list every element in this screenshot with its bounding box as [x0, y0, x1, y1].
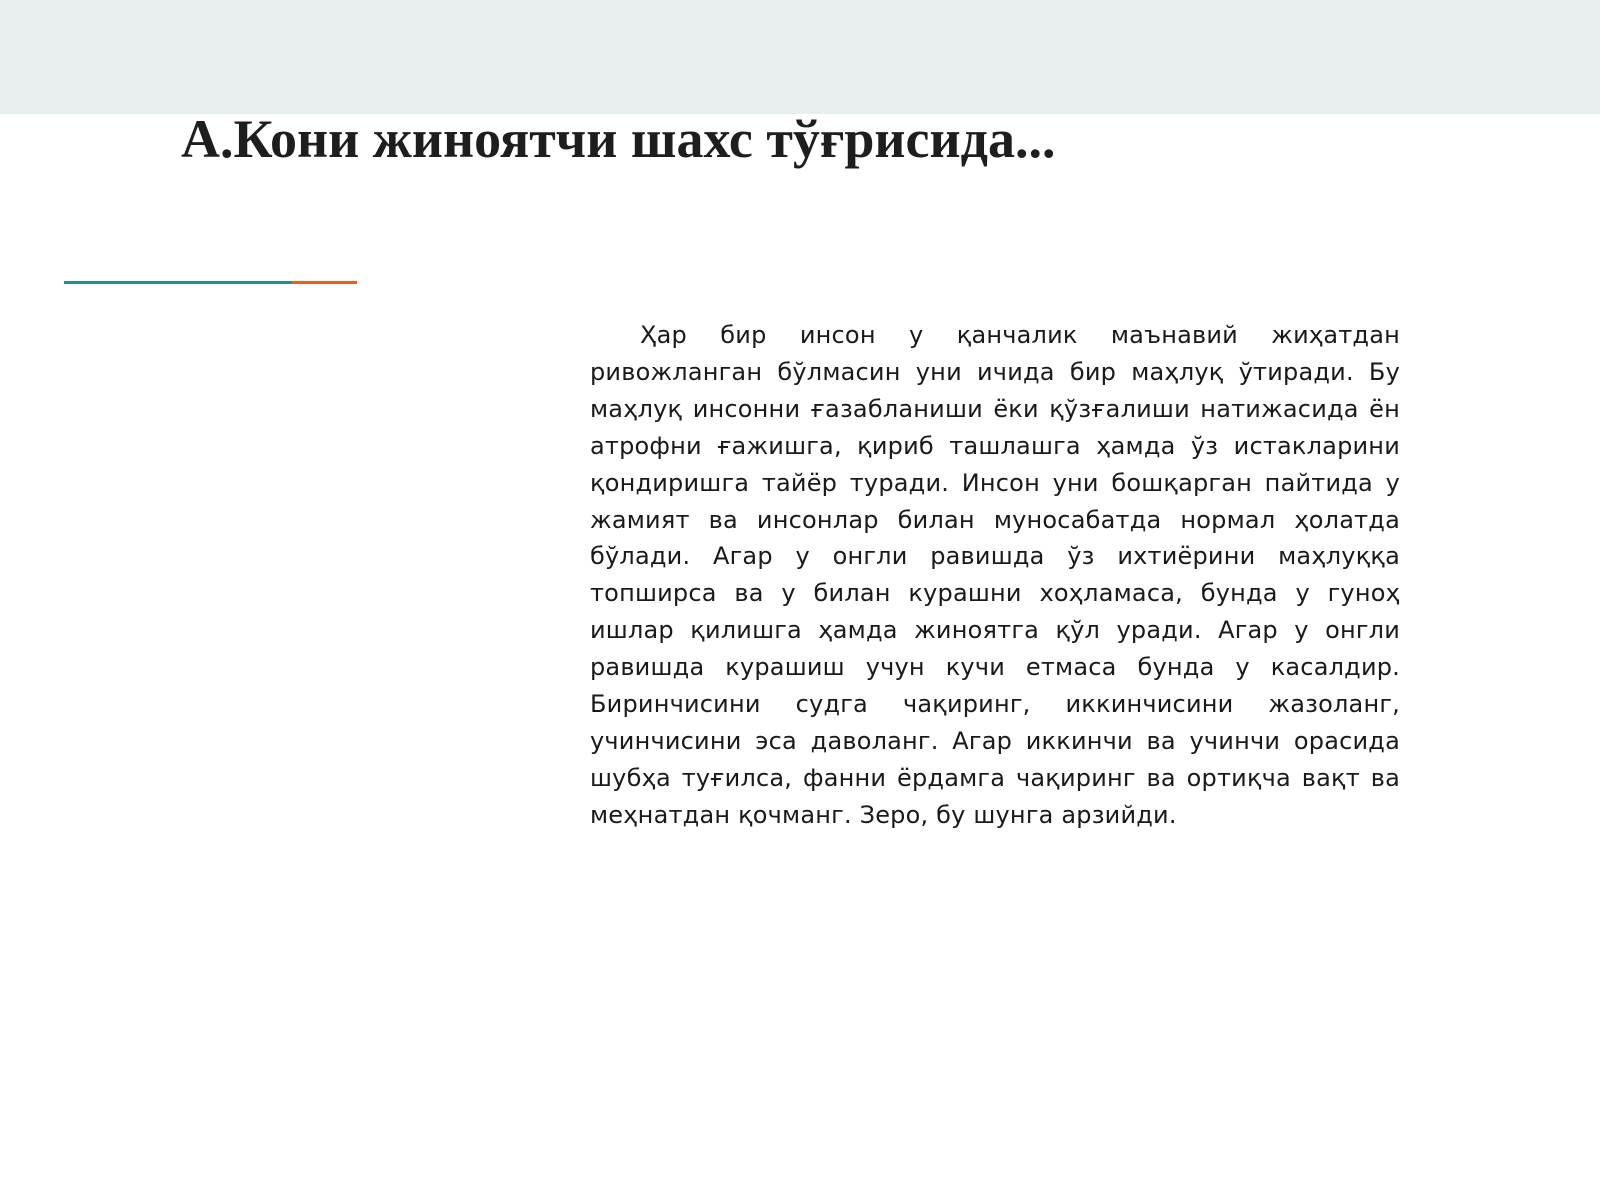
accent-divider	[64, 281, 357, 284]
header-band	[0, 0, 1600, 114]
accent-divider-teal	[64, 281, 292, 284]
slide-title: А.Кони жиноятчи шахс тўғрисида...	[181, 109, 1056, 169]
body-paragraph: Ҳар бир инсон у қанчалик маънавий жиҳатдан ривожланган бўлмасин уни ичида бир маҳлуқ ўтиради. Бу маҳлуқ инсонни ғазабланиши ёки қўзғалиши натижасида ён атрофни ғажишга, қириб ташлашга ҳамда ўз истакларини қондиришга тайёр туради. Инсон уни бошқарган пайтида у жамият ва инсонлар билан муносабатда нормал ҳолатда бўлади. Агар у онгли равишда ўз ихтиёрини маҳлуққа топширса ва у билан курашни хоҳламаса, бунда у гуноҳ ишлар қилишга ҳамда жиноятга қўл уради. Агар у онгли равишда курашиш учун кучи етмаса бунда у касалдир. Биринчисини судга чақиринг, иккинчисини жазоланг, учинчисини эса даволанг. Агар иккинчи ва учинчи орасида шубҳа туғилса, фанни ёрдамга чақиринг ва ортиқча вақт ва меҳнатдан қочманг. Зеро, бу шунга арзийди.	[590, 321, 1400, 829]
accent-divider-orange	[292, 281, 357, 284]
